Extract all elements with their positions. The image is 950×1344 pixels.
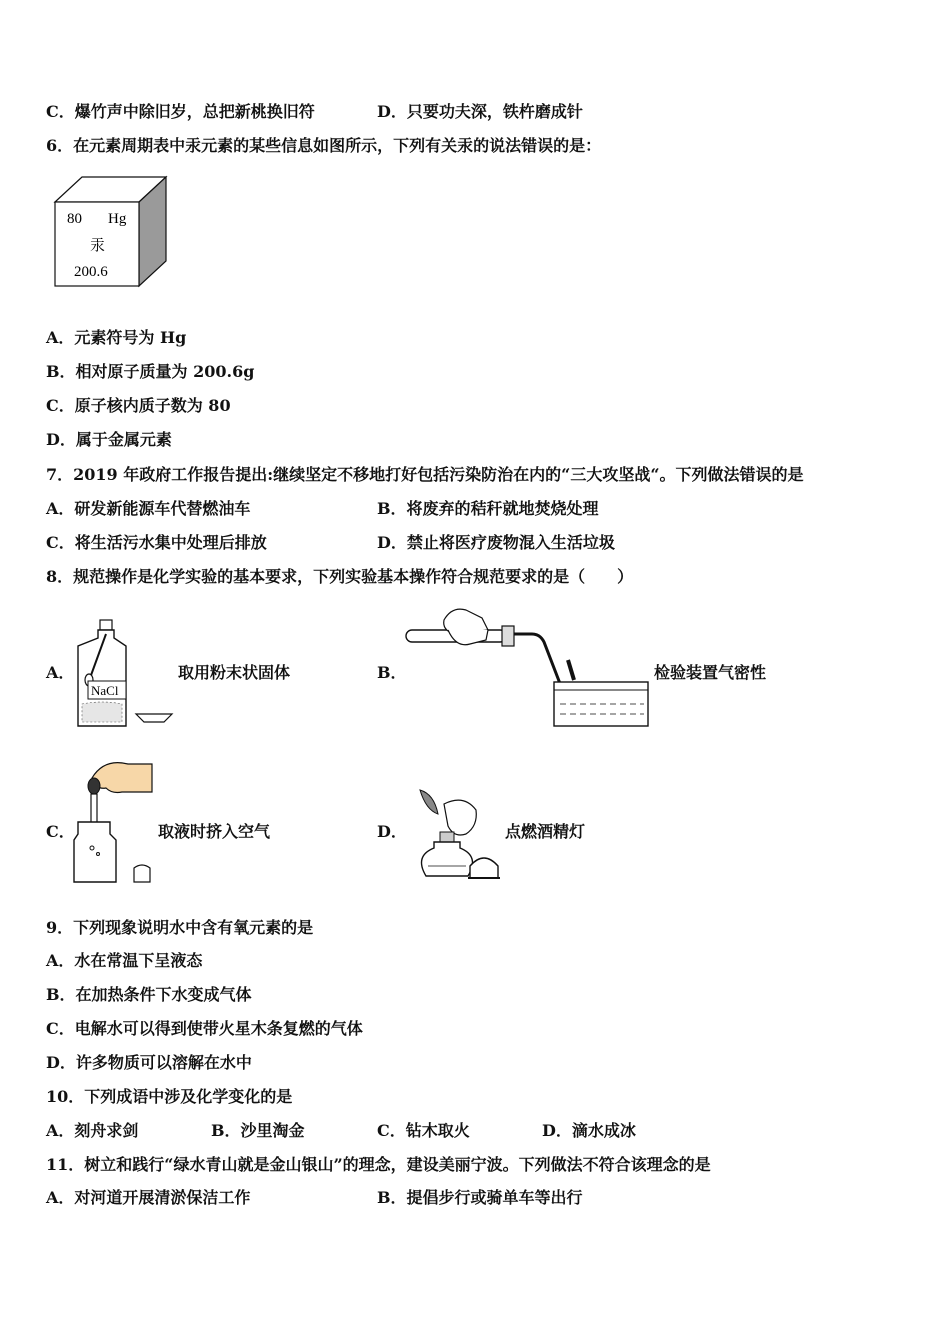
- q9-option-b: B．在加热条件下水变成气体: [46, 985, 252, 1004]
- q8-option-b-text: 检验装置气密性: [654, 663, 767, 682]
- q9-stem: 9．下列现象说明水中含有氧元素的是: [46, 918, 314, 937]
- airtightness-check-illustration: [404, 600, 652, 732]
- q10-option-a: A．刻舟求剑: [46, 1121, 139, 1140]
- powder-bottle-illustration: [74, 618, 176, 730]
- q10-option-b: B．沙里淘金: [211, 1121, 305, 1140]
- q6-option-d: D．属于金属元素: [46, 430, 172, 449]
- q5-option-c: C．爆竹声中除旧岁，总把新桃换旧符: [46, 102, 315, 121]
- q5-option-d: D．只要功夫深，铁杵磨成针: [377, 102, 583, 121]
- q11-option-a: A．对河道开展清淤保洁工作: [46, 1188, 251, 1207]
- q6-option-b: B．相对原子质量为 200.6g: [46, 362, 255, 381]
- q6-option-c: C．原子核内质子数为 80: [46, 396, 231, 415]
- q10-stem: 10．下列成语中涉及化学变化的是: [46, 1087, 293, 1106]
- q7-stem: 7．2019 年政府工作报告提出:继续坚定不移地打好包括污染防治在内的“三大攻坚战“。下列做法错误的是: [46, 465, 804, 484]
- q10-option-c: C．钻木取火: [377, 1121, 470, 1140]
- q9-option-c: C．电解水可以得到使带火星木条复燃的气体: [46, 1019, 363, 1038]
- q11-stem: 11．树立和践行“绿水青山就是金山银山”的理念，建设美丽宁波。下列做法不符合该理念的是: [46, 1155, 711, 1174]
- q7-option-d: D．禁止将医疗废物混入生活垃圾: [377, 533, 615, 552]
- q8-option-a-text: 取用粉末状固体: [178, 663, 291, 682]
- element-mass: 200.6: [74, 264, 108, 280]
- nacl-label: NaCl: [91, 683, 119, 698]
- dropper-bottle-illustration: [72, 758, 156, 888]
- q8-option-b-letter: B．: [377, 663, 407, 682]
- q6-option-a: A．元素符号为 Hg: [46, 328, 187, 347]
- q8-option-a-letter: A．: [46, 663, 75, 682]
- mercury-element-cell: [54, 176, 168, 288]
- q8-option-c-text: 取液时挤入空气: [158, 822, 271, 841]
- element-name: 汞: [90, 236, 106, 254]
- q7-option-a: A．研发新能源车代替燃油车: [46, 499, 251, 518]
- q10-option-d: D．滴水成冰: [542, 1121, 636, 1140]
- q6-stem: 6．在元素周期表中汞元素的某些信息如图所示，下列有关汞的说法错误的是：: [46, 136, 602, 155]
- q7-option-b: B．将废弃的秸秆就地焚烧处理: [377, 499, 599, 518]
- q8-option-d-text: 点燃酒精灯: [505, 822, 586, 841]
- q8-option-d-letter: D．: [377, 822, 407, 841]
- q7-option-c: C．将生活污水集中处理后排放: [46, 533, 267, 552]
- q9-option-d: D．许多物质可以溶解在水中: [46, 1053, 252, 1072]
- element-symbol: Hg: [108, 211, 127, 227]
- element-number: 80: [67, 211, 82, 227]
- alcohol-lamp-illustration: [404, 786, 504, 886]
- q9-option-a: A．水在常温下呈液态: [46, 951, 203, 970]
- q11-option-b: B．提倡步行或骑单车等出行: [377, 1188, 583, 1207]
- q8-option-c-letter: C．: [46, 822, 75, 841]
- q8-stem: 8．规范操作是化学实验的基本要求，下列实验基本操作符合规范要求的是（ ）: [46, 567, 634, 586]
